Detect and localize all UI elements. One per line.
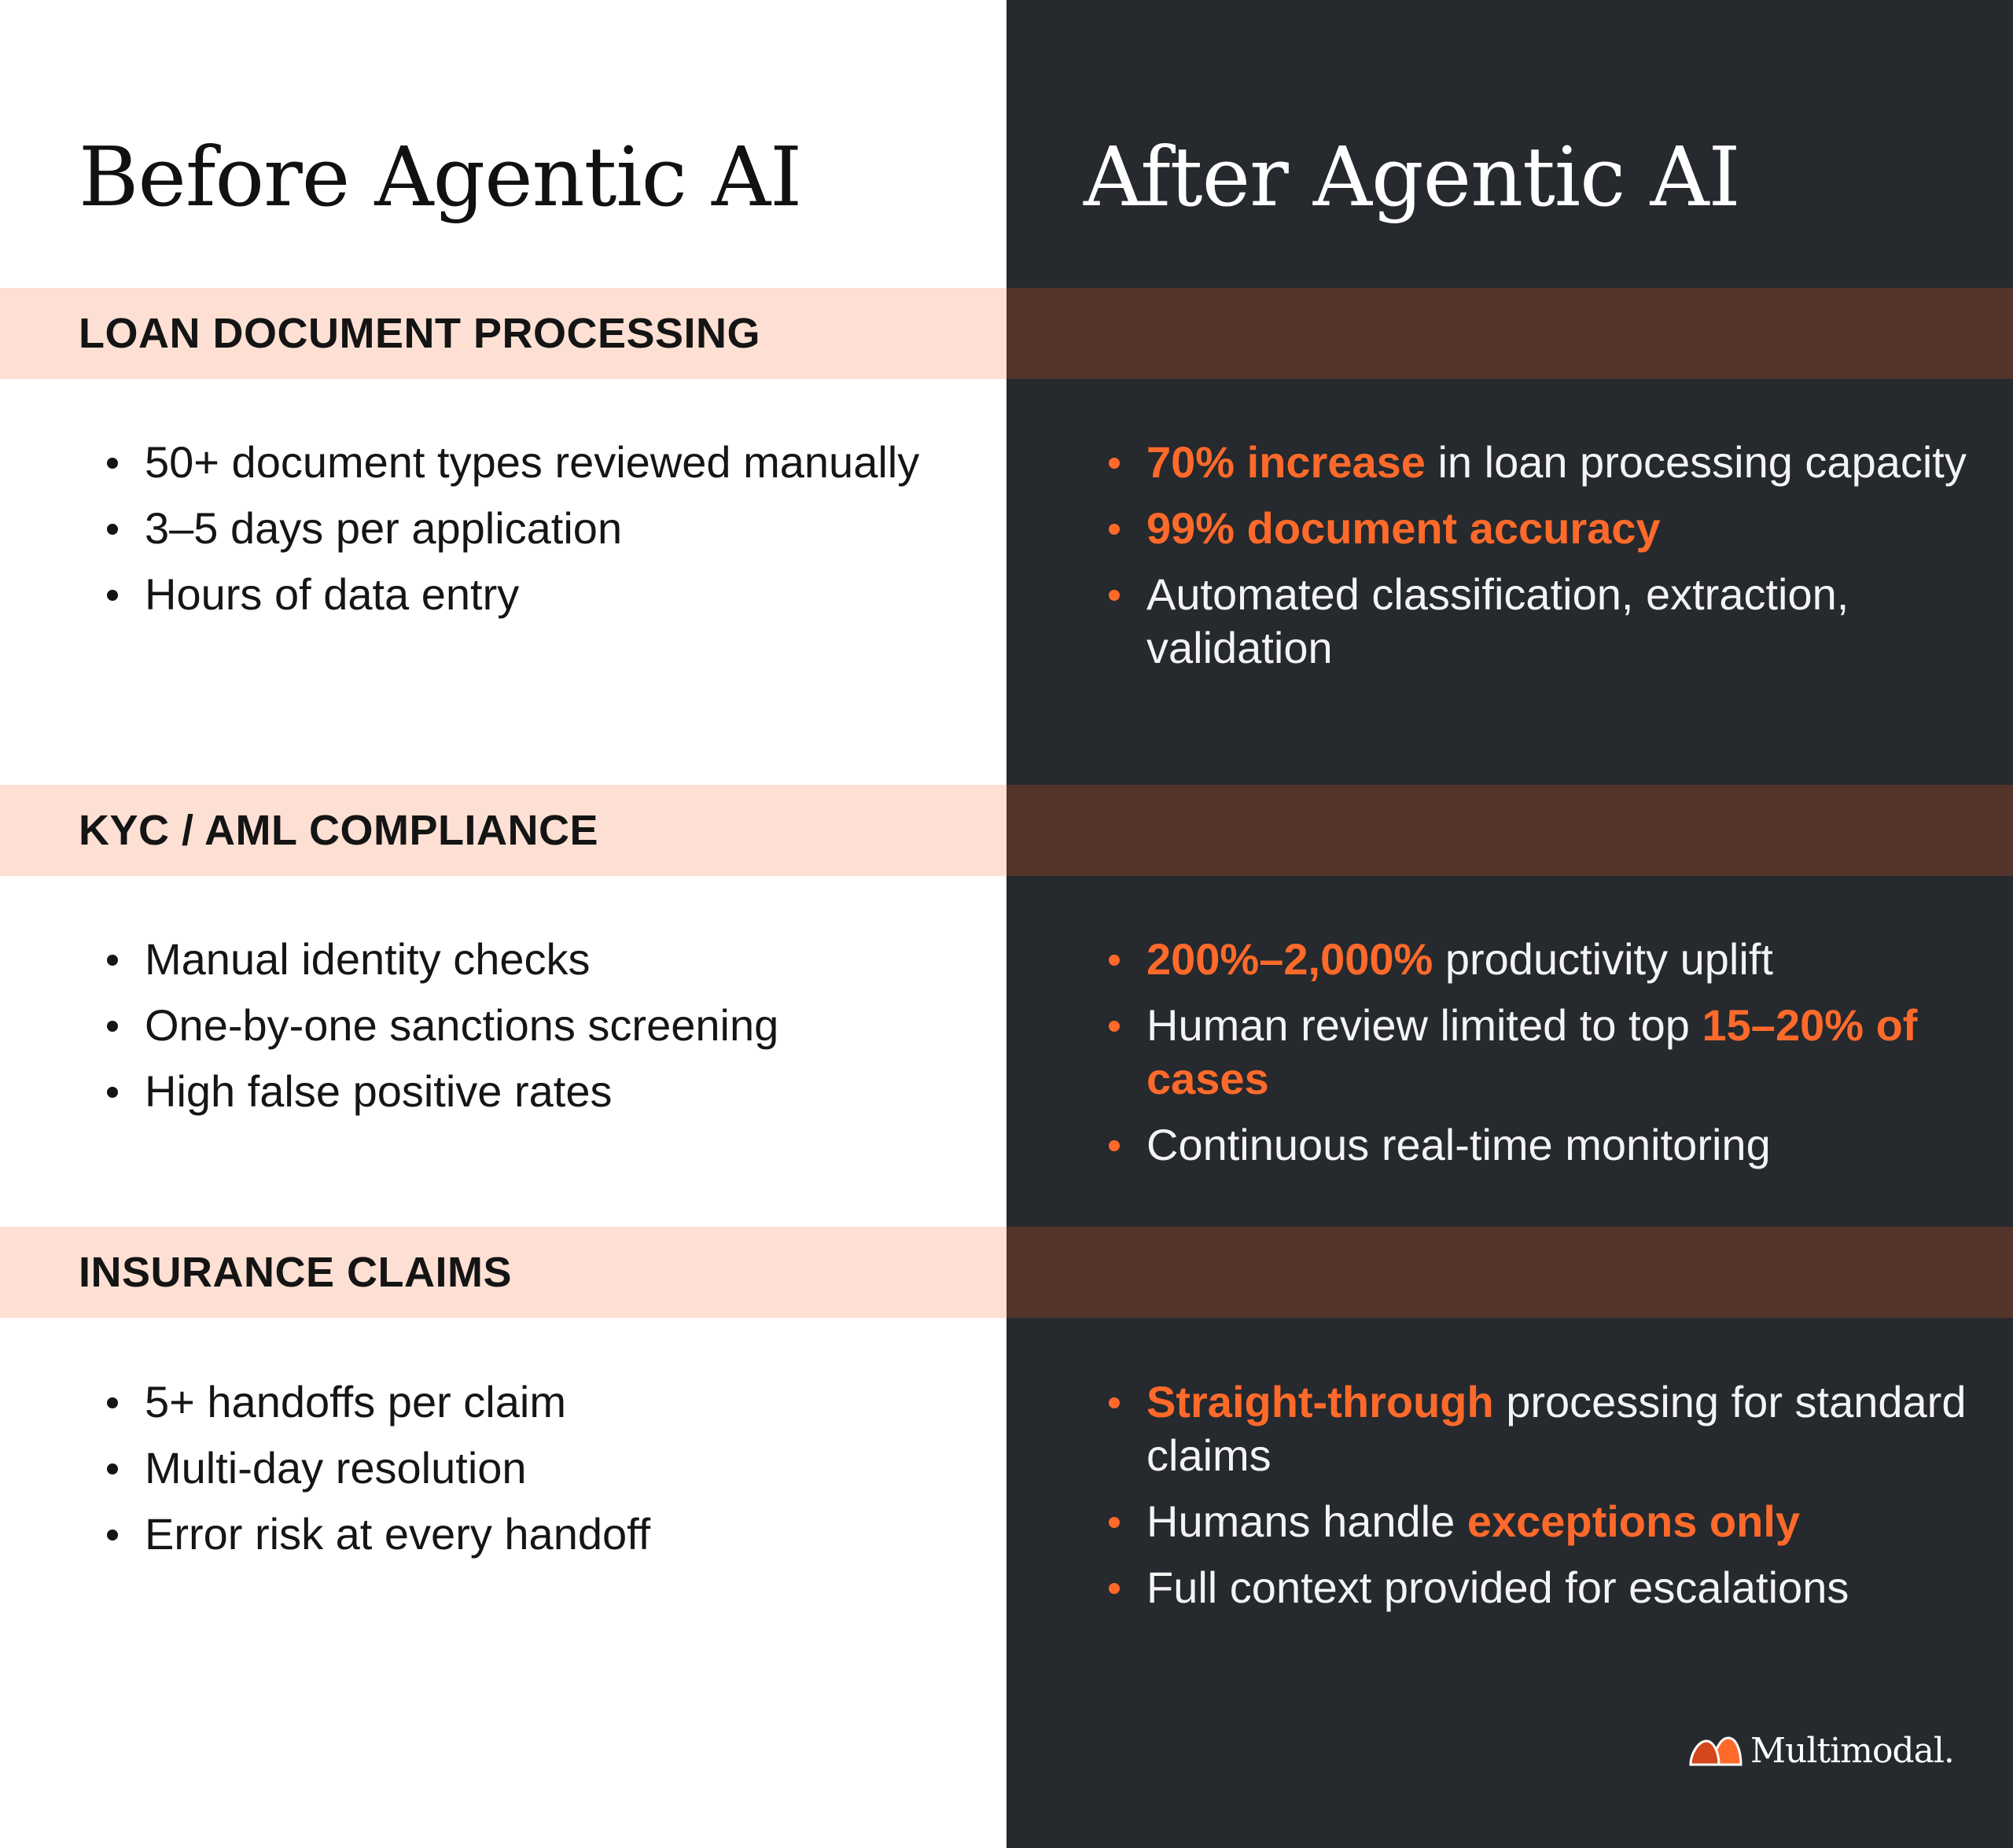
list-item: One-by-one sanctions screening [79,999,944,1052]
list-item [1080,1495,1969,1548]
list-item-text: Human review limited to top [1146,1000,1702,1050]
before-list-kyc [79,933,944,1131]
section-label: KYC / AML COMPLIANCE [79,807,599,854]
list-item: High false positive rates [79,1065,944,1118]
list-item: Error risk at every handoff [79,1507,944,1561]
list-item-text: processing for standard claims [1146,1377,1967,1480]
list-item-text: in loan processing capacity [1425,437,1967,487]
before-list-insurance [79,1375,944,1574]
section-band-insurance-dark [1006,1227,2013,1318]
list-item [1080,1118,1969,1172]
list-item [1080,999,1969,1106]
list-item-text: productivity uplift [1444,934,1773,984]
section-band-kyc-dark [1006,785,2013,876]
list-item: Hours of data entry [79,568,944,621]
highlight-text: 200%–2,000% [1146,934,1445,984]
before-title: Before Agentic AI [79,129,802,225]
section-band-kyc [0,785,1006,876]
section-label: INSURANCE CLAIMS [79,1249,513,1296]
list-item: 50+ document types reviewed manually [79,436,944,489]
list-item [1080,568,1969,675]
list-item-text: Humans handle [1146,1496,1467,1546]
list-item-text: Continuous real-time monitoring [1146,1120,1771,1169]
after-list-loan [1080,436,1969,687]
list-item [1080,1375,1969,1482]
after-title: After Agentic AI [1084,129,1740,225]
list-item-text: Automated classification, extraction, validation [1146,569,1849,672]
highlight-text: 99% document accuracy [1146,503,1661,553]
section-band-loan-dark [1006,288,2013,379]
list-item [1080,502,1969,555]
after-list-insurance [1080,1375,1969,1627]
section-band-loan [0,288,1006,379]
section-label: LOAN DOCUMENT PROCESSING [79,310,761,357]
list-item [1080,436,1969,489]
list-item-text: Full context provided for escalations [1146,1563,1849,1612]
list-item [1080,1561,1969,1614]
highlight-text: 15–20% of cases [1146,1000,1918,1103]
list-item: 5+ handoffs per claim [79,1375,944,1429]
highlight-text: exceptions only [1467,1496,1801,1546]
brand-name: Multimodal. [1750,1730,1954,1771]
list-item: Multi-day resolution [79,1441,944,1495]
before-list-loan [79,436,944,634]
highlight-text: Straight-through [1146,1377,1494,1426]
list-item [1080,933,1969,986]
list-item: Manual identity checks [79,933,944,986]
list-item: 3–5 days per application [79,502,944,555]
mountain-logo-icon [1687,1730,1744,1771]
after-list-kyc [1080,933,1969,1184]
highlight-text: 70% increase [1146,437,1426,487]
brand-logo [1687,1727,1954,1774]
section-band-insurance [0,1227,1006,1318]
